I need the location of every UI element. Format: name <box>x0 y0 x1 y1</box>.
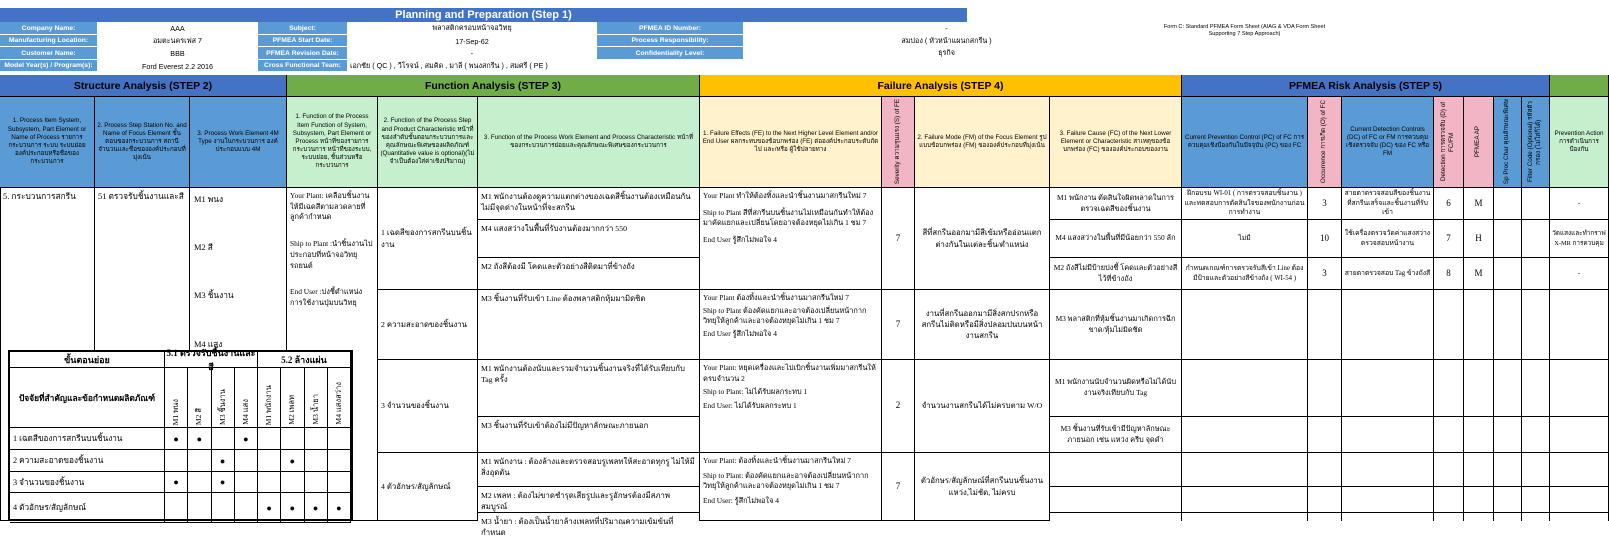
step2-row1-func-cell[interactable]: M3 ชิ้นงานที่รับเข้า Line ต้องพลาสติกหุ้มมามิดชิด <box>478 290 700 360</box>
step4-fe-cell[interactable] <box>700 453 882 521</box>
function-item-your-plant: Your Plant: เคลือบชิ้นงานให้มีเฉดสีตามลวดลายที่ลูกค้ากำหนด <box>290 191 370 222</box>
step1-severity-cell[interactable]: 7 <box>882 188 915 290</box>
matrix-cell[interactable] <box>188 450 211 472</box>
col-header-prevention-action: Prevention Action การดำเนินการป้องกัน <box>1550 97 1609 188</box>
step1-row1-occurrence-cell[interactable]: 3 <box>1308 188 1342 220</box>
matrix-cell[interactable]: ● <box>165 428 188 450</box>
matrix-cell[interactable] <box>235 450 258 472</box>
matrix-cell[interactable]: ● <box>212 450 235 472</box>
process-responsibility-label: Process Responsibility: <box>597 35 743 47</box>
step1-row1-func-cell[interactable]: M1 พนักงานต้องดูความแตกต่างของเฉดสีชิ้นงานต้องเหมือนกันไม่มีจุดด่างในหน้าที่จะสกรีน <box>478 188 700 220</box>
step2-severity-cell[interactable]: 7 <box>882 290 915 360</box>
process-step-cell[interactable]: 51 ตรวจรับชิ้นงานและสี <box>95 188 190 521</box>
step4-row1-occurrence-cell[interactable] <box>1308 453 1342 487</box>
matrix-cell[interactable] <box>258 450 281 472</box>
step4-row2-filter-cell[interactable] <box>1522 487 1550 513</box>
step1-row2-spchar-cell[interactable] <box>1494 220 1522 258</box>
step3-severity-cell[interactable]: 2 <box>882 360 915 453</box>
matrix-col-m1-phanakngan: M1 พนักงาน <box>258 368 281 428</box>
step4-name-cell[interactable]: 4 ตัวอักษร/สัญลักษณ์ <box>378 453 478 521</box>
company-name-label: Company Name: <box>0 22 97 35</box>
step2-row1-fc-cell[interactable]: M3 พลาสติกที่หุ้มชิ้นงานมาเกิดการฉีกขาด/หุ้มไม่มิดชิด <box>1050 290 1182 360</box>
step4-row3-ap-cell[interactable] <box>1464 513 1494 521</box>
step4-row3-fc-cell[interactable] <box>1050 513 1182 521</box>
function-item-end-user: End User :บ่งชี้ตำแหน่งการใช้งานปุ่มบนวิทยุ <box>290 287 363 308</box>
matrix-group2-header: 5.2 ล้างแผ่น <box>258 352 351 368</box>
step1-row1-fc-cell[interactable]: M1 พนักงาน ตัดสินใจผิดพลาดในการตรวจเฉดสีของชิ้นงาน <box>1050 188 1182 220</box>
step4-row3-pa-cell[interactable] <box>1550 513 1609 521</box>
step2-row1-pa-cell[interactable] <box>1550 290 1609 360</box>
step4-row1-filter-cell[interactable] <box>1522 453 1550 487</box>
process-responsibility-value[interactable]: สมปอง ( หัวหน้าแผนกสกรีน ) <box>901 35 992 45</box>
step2-fm-cell[interactable]: งานที่สกรีนออกมามีสิ่งสกปรกหรือสกรีนไม่ติดหรือมีสิ่งปลอมปนบนหน้างานสกรีน <box>915 290 1050 360</box>
section-function-analysis: Function Analysis (STEP 3) <box>287 75 700 97</box>
step2-row1-pc-cell[interactable] <box>1182 290 1308 360</box>
pfmea-start-date-value[interactable]: 17-Sep-62 <box>455 36 489 46</box>
step1-row1-pc-cell[interactable]: ฝึกอบรม WI-01 ( การตรวจสอบชิ้นงาน ) และทดสอบการตัดสินใจของพนักงานก่อนการทำงาน <box>1182 188 1308 220</box>
step2-fe-cell[interactable] <box>700 290 882 360</box>
matrix-cell[interactable] <box>328 472 351 493</box>
step3-fe-end-user: End User: ไม่ได้รับผลกระทบ 1 <box>703 401 797 411</box>
customer-name-value[interactable]: BBB <box>170 49 185 58</box>
pfmea-revision-date-label: PFMEA Revision Date: <box>258 47 347 60</box>
matrix-row4-label: 4 ตัวอักษร/สัญลักษณ์ <box>10 493 165 523</box>
step1-row1-detection-cell[interactable]: 6 <box>1434 188 1464 220</box>
step4-row1-pc-cell[interactable] <box>1182 453 1308 487</box>
step2-row1-detection-cell[interactable] <box>1434 290 1464 360</box>
confidentiality-level-value[interactable]: ธุรกิจ <box>938 48 955 57</box>
step3-row2-func-cell[interactable]: M3 ชิ้นงานที่รับเข้าต้องไม่มีปัญหาลักษณะภายนอก <box>478 417 700 453</box>
cross-functional-team-label: Cross Functional Team: <box>258 60 347 72</box>
model-year-value[interactable]: Ford Everest 2.2 2016 <box>141 61 214 71</box>
step3-row2-pc-cell[interactable] <box>1182 417 1308 453</box>
step2-fe-ship-to-plant: Ship to Plant ต้องคัดแยกและอาจต้องเปลี่ยนหน้ากากวิทยุให้ลูกค้าและอาจต้องหยุดไม่เกิน 1 ชม 7 <box>703 305 867 326</box>
step2-row1-dc-cell[interactable] <box>1342 290 1434 360</box>
matrix-cell[interactable] <box>281 428 304 450</box>
matrix-col-m3-chin-ngan: M3 ชิ้นงาน <box>212 368 235 428</box>
step4-row1-dc-cell[interactable] <box>1342 453 1434 487</box>
matrix-cell[interactable] <box>212 493 235 523</box>
matrix-step-header: ขั้นตอนย่อย <box>10 352 165 368</box>
step3-row2-fc-cell[interactable]: M3 ชิ้นงานที่รับเข้ามีปัญหาลักษณะภายนอก เช่น แหว่ง ครีบ จุดดำ <box>1050 417 1182 453</box>
step3-row1-occurrence-cell[interactable] <box>1308 360 1342 417</box>
col-header-occurrence: Occurrence การเกิด (O) of FC <box>1308 97 1342 188</box>
step1-row3-func-cell[interactable]: M2 ถังสีต้องมี โคดและตัวอย่างสีติดมาที่ข้างถัง <box>478 258 700 290</box>
section-risk-analysis: PFMEA Risk Analysis (STEP 5) <box>1182 75 1550 97</box>
step1-row2-occurrence-cell[interactable]: 10 <box>1308 220 1342 258</box>
col-header-detection-controls: Current Detection Controls (DC) of FC or FM การควบคุมเชิงตรวจจับ (DC) ของ FC หรือ FM <box>1342 97 1434 188</box>
step4-fe-ship-to-plant: Ship to Plant: ต้องคัดแยกและอาจต้องเปลี่ยนหน้ากากวิทยุให้ลูกค้าและอาจต้องหยุดไม่เกิน 1 ชม 7 <box>703 470 869 491</box>
form-note: Form C: Standard PFMEA Form Sheet (AIAG & VDA Form Sheet Supporting 7 Step Approach) <box>1163 24 1326 37</box>
step1-row3-filter-cell[interactable] <box>1522 258 1550 290</box>
company-name-value[interactable]: AAA <box>170 24 185 33</box>
model-year-label: Model Year(s) / Program(s): <box>0 60 97 72</box>
step3-row1-detection-cell[interactable] <box>1434 360 1464 417</box>
step1-fe-cell[interactable] <box>700 188 882 290</box>
cross-functional-team-value[interactable]: เอกชัย ( QC ) , วีโรจน์ , สมคิด , มาลี ( พนงสกรีน ) , สมศรี ( PE ) <box>350 60 548 70</box>
step1-row3-spchar-cell[interactable] <box>1494 258 1522 290</box>
matrix-cell[interactable]: ● <box>212 472 235 493</box>
step4-severity-cell[interactable]: 7 <box>882 453 915 521</box>
function-item-ship-to-plant: Ship to Plant :นำชิ้นงานไปประกอบที่หน้าจอวิทยุรถยนต์ <box>290 239 373 270</box>
matrix-cell[interactable] <box>258 472 281 493</box>
matrix-cell[interactable] <box>188 493 211 523</box>
section-failure-analysis: Failure Analysis (STEP 4) <box>700 75 1182 97</box>
matrix-cell[interactable] <box>305 450 328 472</box>
step4-row3-func-cell[interactable]: M3 น้ำยา : ต้องเป็นน้ำยาล้างเพลทที่ปริมาณความเข้มข้นที่กำหนด <box>478 513 700 521</box>
col-header-special-characteristic: Sp Proc Char คุณลักษณะพิเศษ <box>1494 97 1522 188</box>
matrix-col-m2-si: M2 สี <box>188 368 211 428</box>
step2-row1-spchar-cell[interactable] <box>1494 290 1522 360</box>
step2-row1-filter-cell[interactable] <box>1522 290 1550 360</box>
step1-name-cell[interactable]: 1 เฉดสีของการสกรีนบนชิ้นงาน <box>378 188 478 290</box>
step2-fe-end-user: End User รู้สึกไม่พอใจ 4 <box>703 329 777 339</box>
step3-row2-dc-cell[interactable] <box>1342 417 1434 453</box>
work-element-m3: M3 ชิ้นงาน <box>194 291 234 301</box>
step3-fm-cell[interactable]: จำนวนงานสกรีนได้ไม่ครบตาม W/O <box>915 360 1050 453</box>
matrix-cell[interactable] <box>258 428 281 450</box>
step4-row2-detection-cell[interactable] <box>1434 487 1464 513</box>
section-structure-analysis: Structure Analysis (STEP 2) <box>0 75 287 97</box>
step2-fe-your-plant: Your Plant ต้องทิ้งและนำชิ้นงานมาสกรีนใหม่ 7 <box>703 293 849 302</box>
process-item-cell[interactable]: 5. กระบวนการสกรีน <box>0 188 95 521</box>
step4-row1-pa-cell[interactable] <box>1550 453 1609 487</box>
step3-fe-cell[interactable] <box>700 360 882 453</box>
matrix-cell[interactable]: ● <box>305 493 328 523</box>
matrix-cell[interactable] <box>235 493 258 523</box>
section-optimization-partial <box>1550 75 1609 97</box>
step4-row2-fc-cell[interactable] <box>1050 487 1182 513</box>
step3-fe-ship-to-plant: Ship to Plant: ไม่ได้รับผลกระทบ 1 <box>703 387 808 397</box>
matrix-cell[interactable] <box>235 472 258 493</box>
col-header-process-step: 2. Process Step Station No. and Name of Focus Element ขั้นตอนของกระบวนการ สถานี จำนวนและชื่อขององค์ประกอบที่มุ่งเน้น <box>95 97 190 188</box>
step3-row1-pc-cell[interactable] <box>1182 360 1308 417</box>
matrix-group1-header: 5.1 ตรวจรับชิ้นงานและสี <box>165 352 258 368</box>
matrix-col-m3-namya: M3 น้ำยา <box>305 368 328 428</box>
matrix-cell[interactable] <box>165 493 188 523</box>
col-header-function-step: 2. Function of the Process Step and Product Characteristic หน้าที่ของลำดับขั้นตอนกระบวนการและคุณลักษณะพิเศษของผลิตภัณฑ์ (Quantitative value is optional)(ไม่จำเป็นต้องใส่ค่าเชิงปริมาณ) <box>378 97 478 188</box>
customer-name-label: Customer Name: <box>0 47 97 60</box>
step4-row2-spchar-cell[interactable] <box>1494 487 1522 513</box>
step3-row1-spchar-cell[interactable] <box>1494 360 1522 417</box>
step4-row3-detection-cell[interactable] <box>1434 513 1464 521</box>
work-element-m4: M4 แสง <box>194 339 223 349</box>
step1-row2-func-cell[interactable]: M4 แสงสว่างในพื้นที่รับงานต้องมากกว่า 550 <box>478 220 700 258</box>
col-header-prevention-control: Current Prevention Control (PC) of FC การควบคุมเชิงป้องกันในปัจจุบัน (PC) ของ FC <box>1182 97 1308 188</box>
step1-row1-filter-cell[interactable] <box>1522 188 1550 220</box>
pfmea-id-value[interactable]: - <box>945 24 948 33</box>
step1-row2-detection-cell[interactable]: 7 <box>1434 220 1464 258</box>
step1-row3-dc-cell[interactable]: สายตาตรวจสอบ Tag ข้างถังสี <box>1342 258 1434 290</box>
pfmea-id-label: PFMEA ID Number: <box>597 22 743 35</box>
step3-row1-filter-cell[interactable] <box>1522 360 1550 417</box>
step1-row3-ap-cell[interactable]: M <box>1464 258 1494 290</box>
matrix-cell[interactable]: ● <box>165 472 188 493</box>
page-title: Planning and Preparation (Step 1) <box>0 8 967 22</box>
col-header-detection: Detection การตรวจจับ (D) of FC/FM <box>1434 97 1464 188</box>
matrix-cell[interactable]: ● <box>281 450 304 472</box>
step1-row2-pa-cell[interactable]: วัดแสงและทำกราฟ X-MR การควบคุม <box>1550 220 1609 258</box>
step1-fm-cell[interactable]: สีที่สกรีนออกมามีสีเข้มหรืออ่อนแตกต่างกันในแต่ละชิ้น/ตำแหน่ง <box>915 188 1050 290</box>
matrix-col-m4-saeng: M4 แสง <box>235 368 258 428</box>
step3-row2-spchar-cell[interactable] <box>1494 417 1522 453</box>
step4-row1-detection-cell[interactable] <box>1434 453 1464 487</box>
step1-row3-occurrence-cell[interactable]: 3 <box>1308 258 1342 290</box>
col-header-severity: Severity ความรุนแรง (S) of FE <box>882 97 915 188</box>
step1-row2-filter-cell[interactable] <box>1522 220 1550 258</box>
step1-row3-pa-cell[interactable]: - <box>1550 258 1609 290</box>
step4-row2-dc-cell[interactable] <box>1342 487 1434 513</box>
step1-fe-your-plant: Your Plant ทำให้ต้องทิ้งและนำชิ้นงานมาสกรีนใหม่ 7 <box>703 191 867 200</box>
step1-row3-detection-cell[interactable]: 8 <box>1434 258 1464 290</box>
matrix-cell[interactable] <box>212 428 235 450</box>
step3-row2-pa-cell[interactable] <box>1550 417 1609 453</box>
col-header-failure-mode: 2. Failure Mode (FM) of the Focus Element รูปแบบข้อบกพร่อง (FM) ขององค์ประกอบที่มุ่งเน้น <box>915 97 1050 188</box>
step2-name-cell[interactable]: 2 ความสะอาดของชิ้นงาน <box>378 290 478 360</box>
step1-row2-fc-cell[interactable]: M4 แสงสว่างในพื้นที่มีน้อยกว่า 550 ลัก <box>1050 220 1182 258</box>
manufacturing-location-value[interactable]: อมตะนครเฟส 7 <box>152 35 203 45</box>
matrix-cell[interactable]: ● <box>328 493 351 523</box>
col-header-failure-effects: 1. Failure Effects (FE) to the Next Higher Level Element and/or End User ผลกระทบของข้อบกพร่อง (FE) ต่อองค์ประกอบระดับถัดไป และ/หรือ ผู้ใช้ปลายทาง <box>700 97 882 188</box>
step3-row1-dc-cell[interactable] <box>1342 360 1434 417</box>
step4-row2-func-cell[interactable]: M2 เพลท : ต้องไม่ขาดชำรุดเสียรูปและรูอักษรต้องมีสภาพสมบูรณ์ <box>478 487 700 513</box>
step4-row1-spchar-cell[interactable] <box>1494 453 1522 487</box>
matrix-cell[interactable] <box>281 472 304 493</box>
step1-row1-ap-cell[interactable]: M <box>1464 188 1494 220</box>
matrix-row3-label: 3 จำนวนของชิ้นงาน <box>10 472 165 493</box>
step4-fm-cell[interactable]: ตัวอักษร/สัญลักษณ์ที่สกรีนบนชิ้นงานแหว่ง,ไม่ชัด, ไม่ครบ <box>915 453 1050 521</box>
col-header-pfmea-ap: PFMEA AP <box>1464 97 1494 188</box>
subject-label: Subject: <box>258 22 347 35</box>
step1-row3-fc-cell[interactable]: M2 ถังสีไม่มีป้ายบ่งชี้ โคดและตัวอย่างสีไว้ที่ข้างถัง <box>1050 258 1182 290</box>
work-element-m2: M2 สี <box>194 243 213 253</box>
step4-row1-ap-cell[interactable] <box>1464 453 1494 487</box>
step4-row3-dc-cell[interactable] <box>1342 513 1434 521</box>
col-header-filter-code: Filter Code (Optional) รหัสตัวกรอง (ไม่ใส่ก็ได้) <box>1522 97 1550 188</box>
step1-fe-end-user: End User รู้สึกไม่พอใจ 4 <box>703 235 777 245</box>
step1-row1-pa-cell[interactable]: - <box>1550 188 1609 220</box>
matrix-col-m2-plate: M2 เพลท <box>281 368 304 428</box>
col-header-process-item: 1. Process Item System, Subsystem, Part Element or Name of Process รายการกระบวนการ ระบบ ระบบย่อย องค์ประกอบหรือชื่อของกระบวนการ <box>0 97 95 188</box>
step2-row1-ap-cell[interactable] <box>1464 290 1494 360</box>
col-header-work-element: 3. Process Work Element 4M Type งานในกระบวนการ องค์ประกอบแบบ 4M <box>190 97 287 188</box>
step1-fe-ship-to-plant: Ship to Plant สีที่สกรีนบนชิ้นงานไม่เหมือนกันทำให้ต้องมาคัดแยกและเปลี่ยนโดยอาจต้องหยุดไม่เกิน 1 ชม 7 <box>703 207 874 228</box>
step3-row1-func-cell[interactable]: M1 พนักงานต้องนับและรวมจำนวนชิ้นงานจริงที่ได้รับเทียบกับ Tag ครั้ง <box>478 360 700 417</box>
step3-row1-ap-cell[interactable] <box>1464 360 1494 417</box>
step1-row2-dc-cell[interactable]: ใช้เครื่องตรวจวัดค่าแสงสว่างตรวจสอบหน้างาน <box>1342 220 1434 258</box>
step4-row2-ap-cell[interactable] <box>1464 487 1494 513</box>
step4-row3-spchar-cell[interactable] <box>1494 513 1522 521</box>
step1-row2-pc-cell[interactable]: ไม่มี <box>1182 220 1308 258</box>
col-header-function-work: 3. Function of the Process Work Element and Process Characteristic หน้าที่ของกระบวนการย่อยและคุณลักษณะพิเศษของกระบวนการ <box>478 97 700 188</box>
matrix-cell[interactable] <box>328 450 351 472</box>
matrix-cell[interactable] <box>188 472 211 493</box>
step4-fe-end-user: End User: รู้สึกไม่พอใจ 4 <box>703 496 779 506</box>
step1-row3-pc-cell[interactable]: กำหนดเกณฑ์การตรวจรับสีเข้า Line ต้องมีป้ายและตัวอย่างสีข้างถัง ( WI-54 ) <box>1182 258 1308 290</box>
step4-row1-fc-cell[interactable] <box>1050 453 1182 487</box>
matrix-cell[interactable]: ● <box>188 428 211 450</box>
step4-row2-occurrence-cell[interactable] <box>1308 487 1342 513</box>
subject-value[interactable]: พลาสติกครอบหน้าจอวิทยุ <box>432 23 512 32</box>
step3-fe-your-plant: Your Plant: หยุดเครื่องและไปเบิกชิ้นงานเพิ่มมาสกรีนให้ครบจำนวน 2 <box>703 363 876 383</box>
matrix-cell[interactable] <box>305 428 328 450</box>
step3-name-cell[interactable]: 3 จำนวนของชิ้นงาน <box>378 360 478 453</box>
matrix-col-m1-png: M1 พนง <box>165 368 188 428</box>
step1-row1-spchar-cell[interactable] <box>1494 188 1522 220</box>
col-header-failure-cause: 3. Failure Cause (FC) of the Next Lower Element or Characteristic สาเหตุของข้อบกพร่อง (FC) ขององค์ประกอบของงาน <box>1050 97 1182 188</box>
matrix-row1-label: 1 เฉดสีของการสกรีนบนชิ้นงาน <box>10 428 165 450</box>
matrix-col-m4-saengsawang: M4 แสงสว่าง <box>328 368 351 428</box>
step3-row2-occurrence-cell[interactable] <box>1308 417 1342 453</box>
pfmea-start-date-label: PFMEA Start Date: <box>258 35 347 47</box>
step3-row1-pa-cell[interactable] <box>1550 360 1609 417</box>
matrix-cell[interactable] <box>305 472 328 493</box>
col-header-function-item: 1. Function of the Process Item Function of System, Subsystem, Part Element or Process หน้าที่ของรายการกระบวนการ หน้าที่ของระบบ, ระบบย่อย, ชิ้นส่วนหรือกระบวนการ <box>287 97 378 188</box>
pfmea-revision-date-value[interactable]: - <box>470 49 474 58</box>
step3-row2-ap-cell[interactable] <box>1464 417 1494 453</box>
step4-fe-your-plant: Your Plant: ต้องทิ้งและนำชิ้นงานมาสกรีนใหม่ 7 <box>703 456 851 465</box>
matrix-factor-header: ปัจจัยที่สำคัญและข้อกำหนดผลิตภัณฑ์ <box>10 368 165 428</box>
step2-row1-occurrence-cell[interactable] <box>1308 290 1342 360</box>
step3-row2-detection-cell[interactable] <box>1434 417 1464 453</box>
matrix-cell[interactable]: ● <box>281 493 304 523</box>
work-element-m1: M1 พนง <box>194 195 224 204</box>
confidentiality-level-label: Confidentiality Level: <box>597 47 743 60</box>
step4-row3-pc-cell[interactable] <box>1182 513 1308 521</box>
step3-row2-filter-cell[interactable] <box>1522 417 1550 453</box>
matrix-cell[interactable]: ● <box>258 493 281 523</box>
matrix-row2-label: 2 ความสะอาดของชิ้นงาน <box>10 450 165 472</box>
step4-row1-func-cell[interactable]: M1 พนักงาน : ต้องล้างและตรวจสอบรูเพลทให้สะอาดทุกรู ไม่ให้มีสิ่งอุดตัน <box>478 453 700 487</box>
matrix-cell[interactable] <box>328 428 351 450</box>
matrix-cell[interactable] <box>165 450 188 472</box>
step4-row2-pa-cell[interactable] <box>1550 487 1609 513</box>
characteristic-matrix <box>8 347 353 521</box>
step1-row2-ap-cell[interactable]: H <box>1464 220 1494 258</box>
matrix-cell[interactable]: ● <box>235 428 258 450</box>
step4-row2-pc-cell[interactable] <box>1182 487 1308 513</box>
step4-row3-filter-cell[interactable] <box>1522 513 1550 521</box>
manufacturing-location-label: Manufacturing Location: <box>0 35 97 47</box>
step1-row1-dc-cell[interactable]: สายตาตรวจสอบสีของชิ้นงานที่สกรีนเสร็จและชิ้นงานที่รับเข้า <box>1342 188 1434 220</box>
step4-row3-occurrence-cell[interactable] <box>1308 513 1342 521</box>
step3-row1-fc-cell[interactable]: M1 พนักงานนับจำนวนผิดหรือไม่ได้นับงานจริงเทียบกับ Tag <box>1050 360 1182 417</box>
